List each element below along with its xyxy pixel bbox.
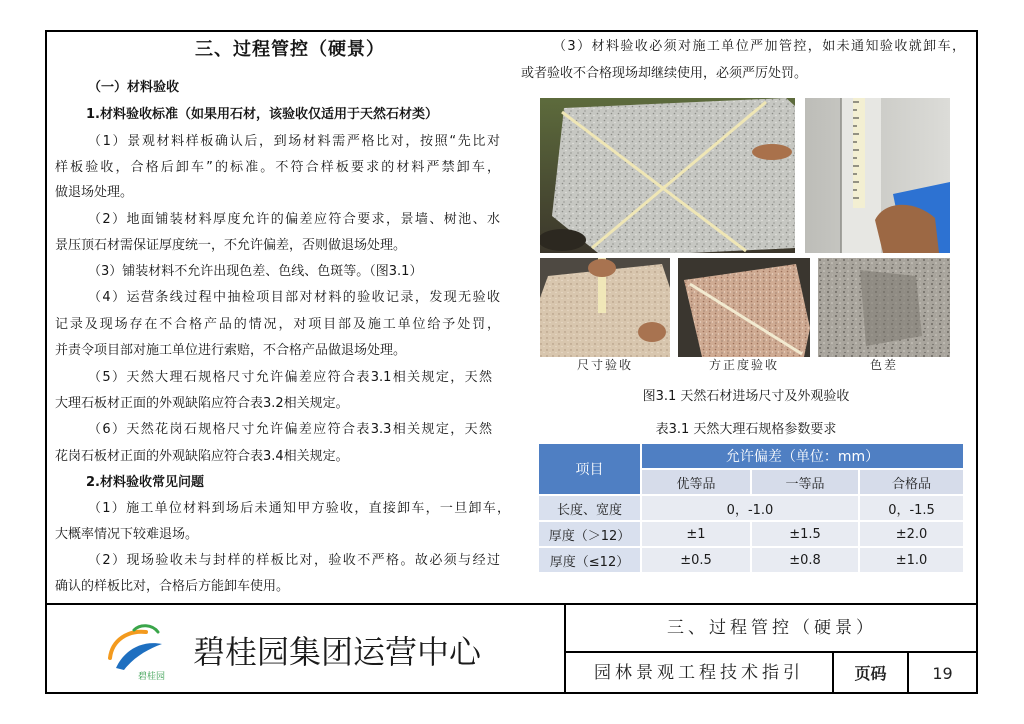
- photo-squareness-measure: [678, 258, 810, 357]
- stone-slab: [684, 264, 810, 357]
- page-title: 三、过程管控（硬景）: [195, 39, 385, 60]
- table-header-tolerance: 允许偏差（单位：mm）: [641, 443, 964, 469]
- table-header-item: 项目: [538, 443, 641, 495]
- footer-page-label: 页码: [854, 664, 887, 683]
- photo-label-color: 色差: [869, 358, 898, 372]
- table-header-row: [538, 443, 964, 469]
- logo-wordmark: 碧桂园: [138, 672, 166, 682]
- problem-item-1-line: （1）施工单位材料到场后未通知甲方验收，直接卸车，一旦卸车，: [88, 501, 510, 516]
- footer-document-title: 园林景观工程技术指引: [594, 663, 804, 683]
- standard-item-5-line: （5）天然大理石规格尺寸允许偏差应符合表3.1相关规定，天然: [88, 370, 492, 385]
- table-cell: 0，-1.0: [641, 495, 859, 521]
- table-row: [538, 521, 964, 547]
- problem-item-3-line: 或者验收不合格现场却继续使用，必须严厉处罚。: [521, 66, 808, 81]
- photo-tile-diagonal-measure: [540, 98, 795, 253]
- standard-item-1-line: （1）景观材料样板确认后，到场材料需严格比对，按照“先比对: [88, 134, 500, 149]
- photo-edge-thickness-measure: [805, 98, 950, 253]
- problem-item-2-line: 确认的样板比对，合格后方能卸车使用。: [55, 579, 290, 594]
- hand: [752, 144, 792, 160]
- table-cell: ±0.8: [751, 547, 859, 573]
- stone-slab: [552, 98, 795, 253]
- table-row: [538, 495, 964, 521]
- footer-page-number: 19: [932, 664, 953, 683]
- photo-color-difference: [818, 258, 950, 357]
- standard-item-6-line: 花岗石板材正面的外观缺陷应符合表3.4相关规定。: [55, 449, 349, 464]
- table-header-grade: 一等品: [751, 469, 859, 495]
- tape-measure: [853, 98, 865, 208]
- color-patch: [860, 270, 922, 346]
- foot: [540, 229, 586, 251]
- standard-heading: 1.材料验收标准（如果用石材，该验收仅适用于天然石材类）: [86, 107, 438, 122]
- footer-chapter: 三、过程管控（硬景）: [667, 618, 877, 638]
- table-row-label: 长度、宽度: [538, 495, 641, 521]
- table-row-label: 厚度（≤12）: [538, 547, 641, 573]
- section-heading: （一）材料验收: [88, 80, 180, 95]
- table-header-grade: 合格品: [859, 469, 964, 495]
- organization-name: 碧桂园集团运营中心: [193, 633, 482, 671]
- standard-item-4-line: 并责令项目部对施工单位进行索赔，不合格产品做退场处理。: [55, 343, 407, 358]
- spec-table: [537, 442, 965, 574]
- hand: [588, 259, 616, 277]
- table-row-label: 厚度（＞12）: [538, 521, 641, 547]
- standard-item-4-line: （4）运营条线过程中抽检项目部对材料的验收记录，发现无验收: [88, 290, 500, 305]
- table-cell: ±1.0: [859, 547, 964, 573]
- problem-item-1-line: 大概率情况下较难退场。: [55, 527, 199, 542]
- standard-item-2-line: 景压顶石材需保证厚度统一，不允许偏差，否则做退场处理。: [55, 238, 407, 253]
- standard-item-6-line: （6）天然花岗石规格尺寸允许偏差应符合表3.3相关规定，天然: [88, 422, 492, 437]
- table-cell: ±0.5: [641, 547, 751, 573]
- standard-item-1-line: 样板验收，合格后卸车”的标准。不符合样板要求的材料严禁卸车，: [55, 160, 500, 175]
- table-header-grade: 优等品: [641, 469, 751, 495]
- standard-item-3-line: （3）铺装材料不允许出现色差、色线、色斑等。（图3.1）: [88, 264, 423, 279]
- table-cell: ±1.5: [751, 521, 859, 547]
- logo-blue-swoosh: [116, 643, 162, 670]
- table-title: 表3.1 天然大理石规格参数要求: [655, 422, 837, 437]
- photo-label-size: 尺寸验收: [576, 358, 633, 372]
- standard-item-4-line: 记录及现场存在不合格产品的情况，对项目部及施工单位给予处罚，: [55, 317, 500, 332]
- standard-item-5-line: 大理石板材正面的外观缺陷应符合表3.2相关规定。: [55, 396, 349, 411]
- standard-item-2-line: （2）地面铺装材料厚度允许的偏差应符合要求，景墙、树池、水: [88, 212, 500, 227]
- problems-heading: 2.材料验收常见问题: [86, 475, 204, 490]
- photo-label-squareness: 方正度验收: [708, 358, 779, 372]
- table-cell: 0，-1.5: [859, 495, 964, 521]
- photo-size-measure: [540, 258, 670, 357]
- table-cell: ±1: [641, 521, 751, 547]
- figure-caption: 图3.1 天然石材进场尺寸及外观验收: [642, 389, 850, 404]
- problem-item-3-line: （3）材料验收必须对施工单位严加管控，如未通知验收就卸车，: [553, 39, 965, 54]
- company-logo: [104, 622, 168, 684]
- hand: [638, 322, 666, 342]
- problem-item-2-line: （2）现场验收未与封样的样板比对，验收不严格。故必须与经过: [88, 553, 500, 568]
- standard-item-1-line: 做退场处理。: [55, 185, 134, 200]
- table-cell: ±2.0: [859, 521, 964, 547]
- table-row: [538, 547, 964, 573]
